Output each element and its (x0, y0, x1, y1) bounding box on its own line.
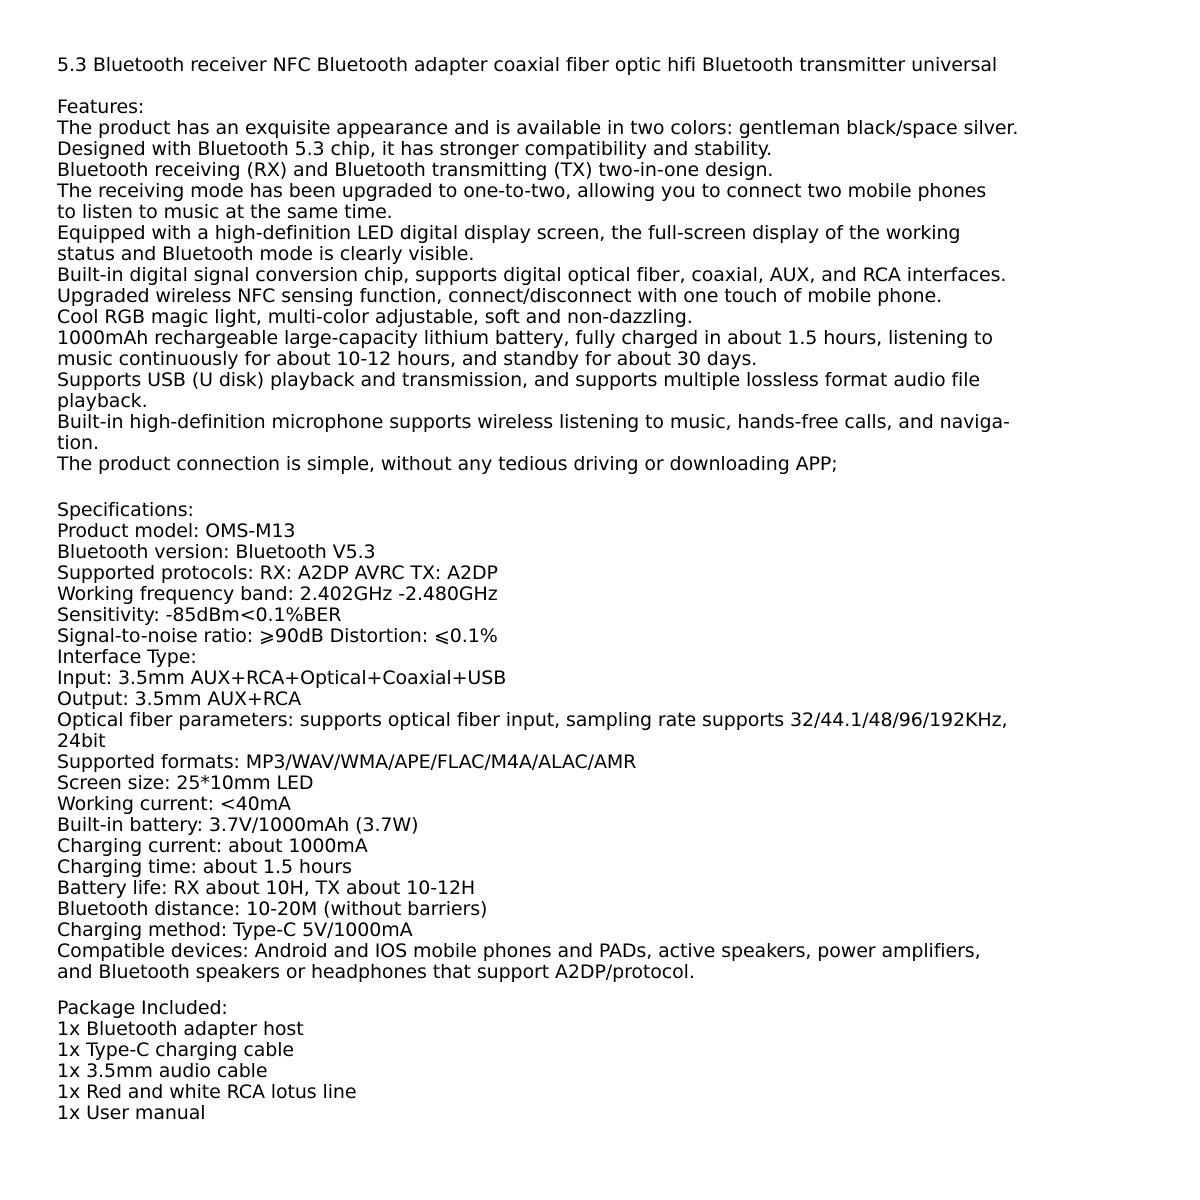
text-line: Charging time: about 1.5 hours (57, 856, 352, 878)
text-line: Cool RGB magic light, multi-color adjustable, soft and non-dazzling. (57, 306, 693, 328)
text-line: 1x 3.5mm audio cable (57, 1060, 268, 1082)
text-line: Sensitivity: -85dBm<0.1%BER (57, 604, 342, 626)
text-line: Signal-to-noise ratio: ⩾90dB Distortion: ⩽0.1% (57, 625, 498, 647)
text-line: The product connection is simple, without any tedious driving or downloading APP; (57, 453, 838, 475)
text-line: playback. (57, 390, 148, 412)
text-line: Bluetooth distance: 10-20M (without barriers) (57, 898, 488, 920)
text-line: Built-in high-definition microphone supports wireless listening to music, hands-free calls, and naviga- (57, 411, 1010, 433)
text-line: Bluetooth version: Bluetooth V5.3 (57, 541, 376, 563)
features-lines (57, 118, 1180, 475)
text-line: and Bluetooth speakers or headphones that support A2DP/protocol. (57, 961, 695, 983)
package-included-section (57, 998, 1180, 1124)
text-line: tion. (57, 432, 99, 454)
text-line: Supports USB (U disk) playback and transmission, and supports multiple lossless format audio file (57, 369, 980, 391)
text-line: Input: 3.5mm AUX+RCA+Optical+Coaxial+USB (57, 667, 507, 689)
text-line: Interface Type: (57, 646, 197, 668)
text-line: Charging current: about 1000mA (57, 835, 368, 857)
text-line: 1x Type-C charging cable (57, 1039, 294, 1061)
text-line: Supported formats: MP3/WAV/WMA/APE/FLAC/M4A/ALAC/AMR (57, 751, 637, 773)
text-line: Working frequency band: 2.402GHz -2.480GHz (57, 583, 498, 605)
specifications-section (57, 500, 1180, 983)
text-line: Battery life: RX about 10H, TX about 10-12H (57, 877, 476, 899)
text-line: to listen to music at the same time. (57, 201, 393, 223)
text-line: Equipped with a high-definition LED digital display screen, the full-screen display of the working (57, 222, 961, 244)
specifications-lines (57, 521, 1180, 983)
text-line: Built-in battery: 3.7V/1000mAh (3.7W) (57, 814, 419, 836)
text-line: Designed with Bluetooth 5.3 chip, it has stronger compatibility and stability. (57, 138, 773, 160)
product-description-page (57, 55, 1180, 1124)
text-line: Working current: <40mA (57, 793, 291, 815)
specifications-heading: Specifications: (57, 499, 194, 521)
text-line: 1000mAh rechargeable large-capacity lithium battery, fully charged in about 1.5 hours, listening to (57, 327, 993, 349)
text-line: 1x Red and white RCA lotus line (57, 1081, 357, 1103)
text-line: The product has an exquisite appearance and is available in two colors: gentleman black/space silver. (57, 117, 1019, 139)
text-line: Bluetooth receiving (RX) and Bluetooth transmitting (TX) two-in-one design. (57, 159, 774, 181)
text-line: Supported protocols: RX: A2DP AVRC TX: A2DP (57, 562, 498, 584)
text-line: Screen size: 25*10mm LED (57, 772, 314, 794)
text-line: Product model: OMS-M13 (57, 520, 296, 542)
text-line: The receiving mode has been upgraded to one-to-two, allowing you to connect two mobile phones (57, 180, 987, 202)
text-line: music continuously for about 10-12 hours, and standby for about 30 days. (57, 348, 758, 370)
text-line: Compatible devices: Android and IOS mobile phones and PADs, active speakers, power amplifiers, (57, 940, 981, 962)
text-line: Output: 3.5mm AUX+RCA (57, 688, 301, 710)
product-title: 5.3 Bluetooth receiver NFC Bluetooth adapter coaxial fiber optic hifi Bluetooth transmitter universal (57, 54, 998, 76)
text-line: 1x User manual (57, 1102, 206, 1124)
text-line: status and Bluetooth mode is clearly visible. (57, 243, 475, 265)
text-line: Upgraded wireless NFC sensing function, connect/disconnect with one touch of mobile phone. (57, 285, 943, 307)
package-included-lines (57, 1019, 1180, 1124)
text-line: 24bit (57, 730, 106, 752)
text-line: Optical fiber parameters: supports optical fiber input, sampling rate supports 32/44.1/48/96/192KHz, (57, 709, 1008, 731)
features-section (57, 97, 1180, 475)
text-line: Built-in digital signal conversion chip, supports digital optical fiber, coaxial, AUX, and RCA interfaces. (57, 264, 1007, 286)
features-heading: Features: (57, 96, 145, 118)
text-line: 1x Bluetooth adapter host (57, 1018, 304, 1040)
text-line: Charging method: Type-C 5V/1000mA (57, 919, 413, 941)
package-included-heading: Package Included: (57, 997, 228, 1019)
